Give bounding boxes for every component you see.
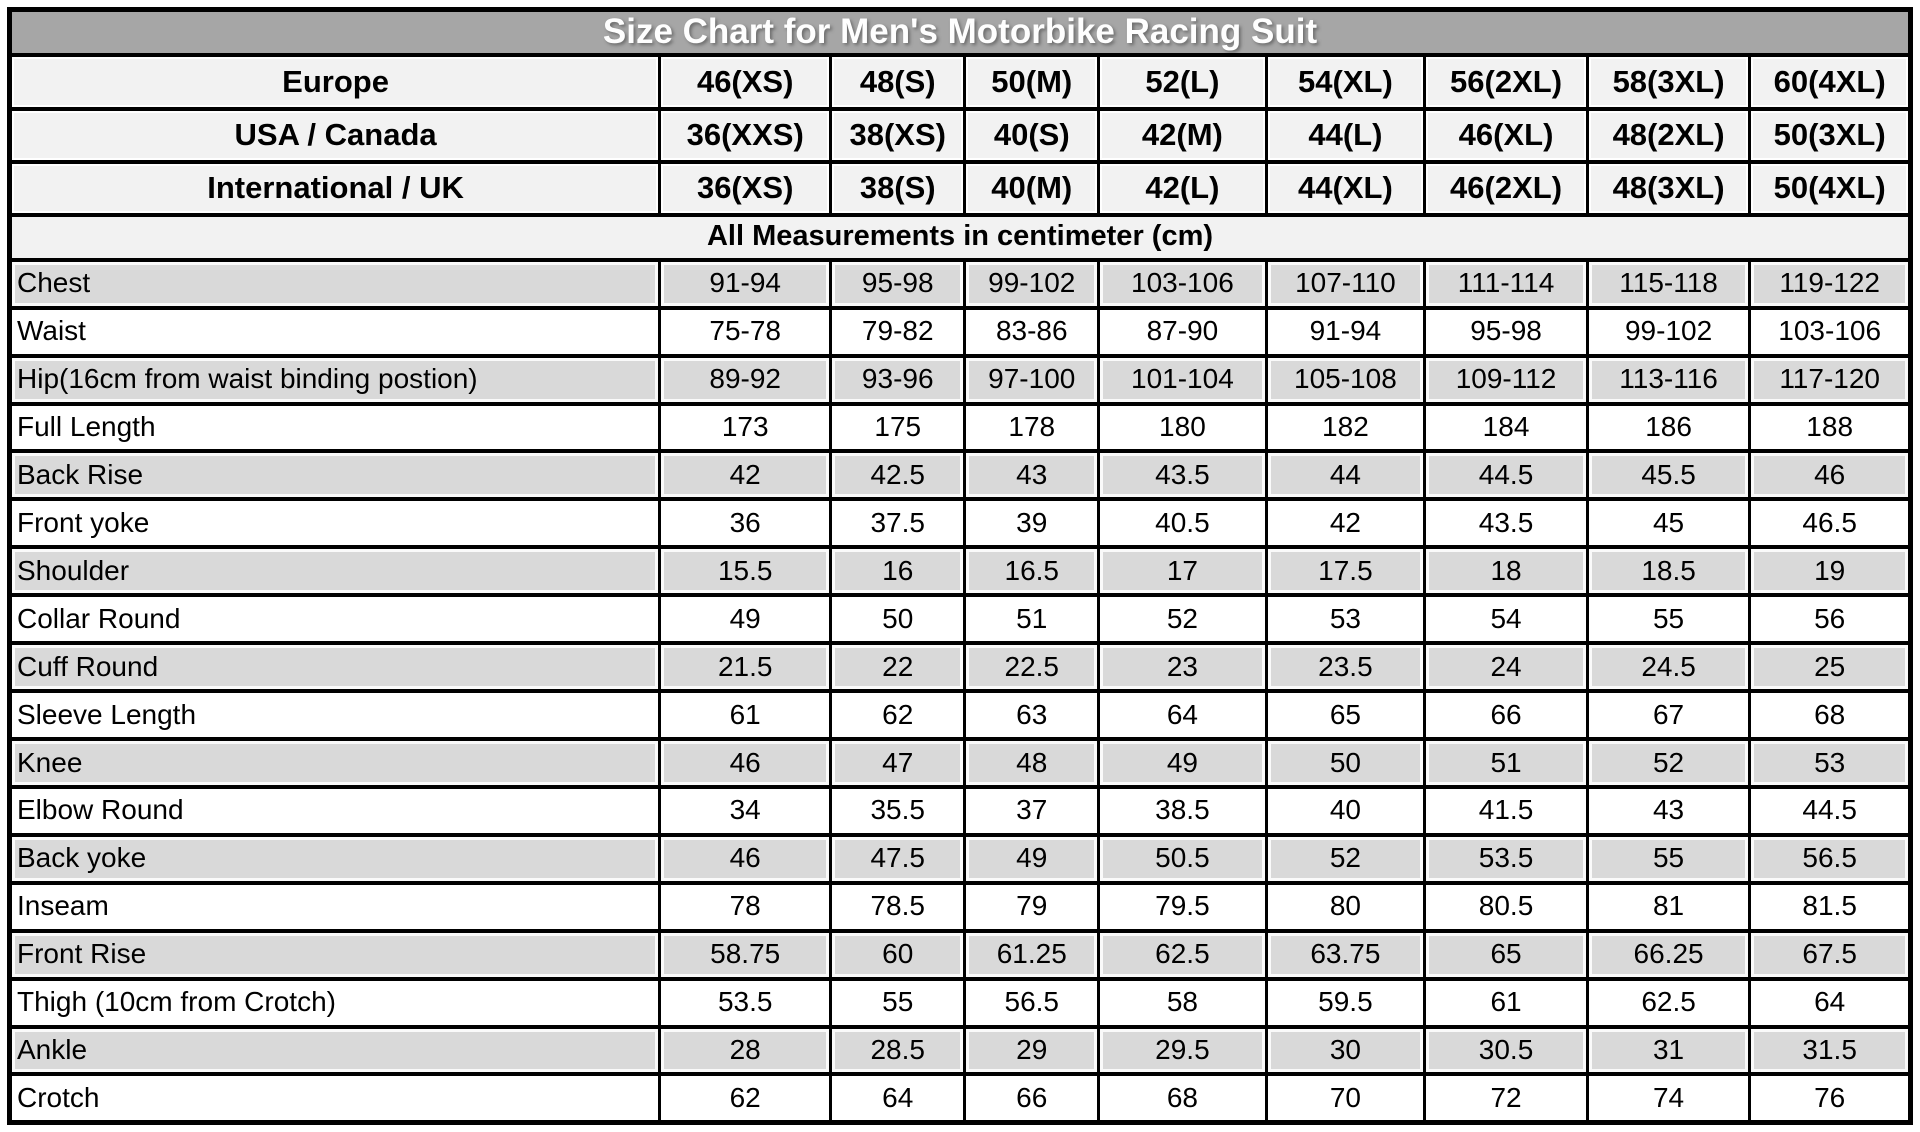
value-cell: 62 xyxy=(831,691,965,739)
value-cell: 178 xyxy=(965,404,1099,452)
value-cell: 35.5 xyxy=(831,787,965,835)
value-cell: 61 xyxy=(1425,979,1588,1027)
value-cell: 63.75 xyxy=(1266,931,1425,979)
value-cell: 68 xyxy=(1750,691,1911,739)
value-cell: 50(M) xyxy=(965,55,1099,108)
value-cell: 186 xyxy=(1587,404,1750,452)
size-chart-table xyxy=(7,7,1913,1125)
value-cell: 23.5 xyxy=(1266,643,1425,691)
row-label: Elbow Round xyxy=(10,787,660,835)
measurement-row xyxy=(10,451,1911,499)
value-cell: 31.5 xyxy=(1750,1027,1911,1075)
value-cell: 68 xyxy=(1099,1074,1266,1122)
value-cell: 40(M) xyxy=(965,162,1099,215)
value-cell: 40 xyxy=(1266,787,1425,835)
row-label: Front Rise xyxy=(10,931,660,979)
value-cell: 91-94 xyxy=(1266,308,1425,356)
measurement-row xyxy=(10,547,1911,595)
value-cell: 46(2XL) xyxy=(1425,162,1588,215)
value-cell: 16.5 xyxy=(965,547,1099,595)
value-cell: 18 xyxy=(1425,547,1588,595)
value-cell: 40.5 xyxy=(1099,499,1266,547)
value-cell: 42(M) xyxy=(1099,109,1266,162)
value-cell: 51 xyxy=(1425,739,1588,787)
value-cell: 80 xyxy=(1266,883,1425,931)
value-cell: 30.5 xyxy=(1425,1027,1588,1075)
value-cell: 55 xyxy=(1587,835,1750,883)
value-cell: 49 xyxy=(660,595,831,643)
value-cell: 79.5 xyxy=(1099,883,1266,931)
value-cell: 46 xyxy=(1750,451,1911,499)
value-cell: 42(L) xyxy=(1099,162,1266,215)
row-label: Back Rise xyxy=(10,451,660,499)
value-cell: 30 xyxy=(1266,1027,1425,1075)
value-cell: 76 xyxy=(1750,1074,1911,1122)
value-cell: 50 xyxy=(1266,739,1425,787)
value-cell: 101-104 xyxy=(1099,356,1266,404)
row-label: Back yoke xyxy=(10,835,660,883)
value-cell: 107-110 xyxy=(1266,260,1425,308)
value-cell: 67.5 xyxy=(1750,931,1911,979)
value-cell: 66.25 xyxy=(1587,931,1750,979)
value-cell: 66 xyxy=(965,1074,1099,1122)
value-cell: 31 xyxy=(1587,1027,1750,1075)
value-cell: 97-100 xyxy=(965,356,1099,404)
value-cell: 48(2XL) xyxy=(1587,109,1750,162)
value-cell: 53.5 xyxy=(1425,835,1588,883)
value-cell: 56(2XL) xyxy=(1425,55,1588,108)
value-cell: 99-102 xyxy=(965,260,1099,308)
value-cell: 46(XS) xyxy=(660,55,831,108)
value-cell: 111-114 xyxy=(1425,260,1588,308)
size-header-row xyxy=(10,162,1911,215)
value-cell: 58 xyxy=(1099,979,1266,1027)
value-cell: 53.5 xyxy=(660,979,831,1027)
row-label: Cuff Round xyxy=(10,643,660,691)
value-cell: 39 xyxy=(965,499,1099,547)
value-cell: 72 xyxy=(1425,1074,1588,1122)
value-cell: 64 xyxy=(1750,979,1911,1027)
value-cell: 54 xyxy=(1425,595,1588,643)
value-cell: 103-106 xyxy=(1750,308,1911,356)
row-label: Full Length xyxy=(10,404,660,452)
value-cell: 44(XL) xyxy=(1266,162,1425,215)
value-cell: 37 xyxy=(965,787,1099,835)
value-cell: 115-118 xyxy=(1587,260,1750,308)
value-cell: 91-94 xyxy=(660,260,831,308)
row-label: Europe xyxy=(10,55,660,108)
value-cell: 63 xyxy=(965,691,1099,739)
row-label: Collar Round xyxy=(10,595,660,643)
value-cell: 79 xyxy=(965,883,1099,931)
value-cell: 24 xyxy=(1425,643,1588,691)
value-cell: 44(L) xyxy=(1266,109,1425,162)
value-cell: 75-78 xyxy=(660,308,831,356)
size-header-row xyxy=(10,109,1911,162)
row-label: Thigh (10cm from Crotch) xyxy=(10,979,660,1027)
row-label: Front yoke xyxy=(10,499,660,547)
value-cell: 81.5 xyxy=(1750,883,1911,931)
value-cell: 29 xyxy=(965,1027,1099,1075)
value-cell: 28.5 xyxy=(831,1027,965,1075)
value-cell: 78 xyxy=(660,883,831,931)
value-cell: 60 xyxy=(831,931,965,979)
row-label: Waist xyxy=(10,308,660,356)
value-cell: 42.5 xyxy=(831,451,965,499)
value-cell: 52 xyxy=(1266,835,1425,883)
measurement-row xyxy=(10,787,1911,835)
value-cell: 87-90 xyxy=(1099,308,1266,356)
value-cell: 60(4XL) xyxy=(1750,55,1911,108)
measurement-row xyxy=(10,931,1911,979)
value-cell: 173 xyxy=(660,404,831,452)
value-cell: 53 xyxy=(1750,739,1911,787)
value-cell: 70 xyxy=(1266,1074,1425,1122)
value-cell: 58(3XL) xyxy=(1587,55,1750,108)
value-cell: 43.5 xyxy=(1099,451,1266,499)
value-cell: 184 xyxy=(1425,404,1588,452)
value-cell: 99-102 xyxy=(1587,308,1750,356)
value-cell: 41.5 xyxy=(1425,787,1588,835)
value-cell: 51 xyxy=(965,595,1099,643)
value-cell: 89-92 xyxy=(660,356,831,404)
value-cell: 59.5 xyxy=(1266,979,1425,1027)
value-cell: 24.5 xyxy=(1587,643,1750,691)
page-title: Size Chart for Men's Motorbike Racing Suit xyxy=(10,10,1911,56)
value-cell: 52 xyxy=(1587,739,1750,787)
value-cell: 29.5 xyxy=(1099,1027,1266,1075)
value-cell: 47.5 xyxy=(831,835,965,883)
measurement-row xyxy=(10,1074,1911,1122)
value-cell: 36 xyxy=(660,499,831,547)
value-cell: 65 xyxy=(1425,931,1588,979)
value-cell: 52(L) xyxy=(1099,55,1266,108)
value-cell: 55 xyxy=(831,979,965,1027)
measurement-row xyxy=(10,739,1911,787)
value-cell: 64 xyxy=(831,1074,965,1122)
row-label: Ankle xyxy=(10,1027,660,1075)
value-cell: 188 xyxy=(1750,404,1911,452)
measurement-row xyxy=(10,691,1911,739)
value-cell: 44.5 xyxy=(1750,787,1911,835)
measurement-row xyxy=(10,356,1911,404)
value-cell: 50(4XL) xyxy=(1750,162,1911,215)
value-cell: 38(S) xyxy=(831,162,965,215)
row-label: Shoulder xyxy=(10,547,660,595)
value-cell: 64 xyxy=(1099,691,1266,739)
value-cell: 56 xyxy=(1750,595,1911,643)
value-cell: 53 xyxy=(1266,595,1425,643)
value-cell: 46(XL) xyxy=(1425,109,1588,162)
value-cell: 42 xyxy=(1266,499,1425,547)
value-cell: 36(XS) xyxy=(660,162,831,215)
value-cell: 45.5 xyxy=(1587,451,1750,499)
measurement-row xyxy=(10,595,1911,643)
value-cell: 54(XL) xyxy=(1266,55,1425,108)
value-cell: 81 xyxy=(1587,883,1750,931)
measurement-row xyxy=(10,979,1911,1027)
row-label: Sleeve Length xyxy=(10,691,660,739)
value-cell: 50(3XL) xyxy=(1750,109,1911,162)
value-cell: 34 xyxy=(660,787,831,835)
value-cell: 74 xyxy=(1587,1074,1750,1122)
value-cell: 21.5 xyxy=(660,643,831,691)
value-cell: 67 xyxy=(1587,691,1750,739)
value-cell: 79-82 xyxy=(831,308,965,356)
value-cell: 47 xyxy=(831,739,965,787)
value-cell: 42 xyxy=(660,451,831,499)
value-cell: 44 xyxy=(1266,451,1425,499)
value-cell: 46.5 xyxy=(1750,499,1911,547)
value-cell: 49 xyxy=(965,835,1099,883)
row-label: Knee xyxy=(10,739,660,787)
value-cell: 180 xyxy=(1099,404,1266,452)
value-cell: 45 xyxy=(1587,499,1750,547)
measurement-row xyxy=(10,260,1911,308)
value-cell: 62 xyxy=(660,1074,831,1122)
value-cell: 48(S) xyxy=(831,55,965,108)
row-label: Crotch xyxy=(10,1074,660,1122)
value-cell: 16 xyxy=(831,547,965,595)
value-cell: 17 xyxy=(1099,547,1266,595)
value-cell: 175 xyxy=(831,404,965,452)
row-label: International / UK xyxy=(10,162,660,215)
value-cell: 109-112 xyxy=(1425,356,1588,404)
value-cell: 23 xyxy=(1099,643,1266,691)
value-cell: 95-98 xyxy=(1425,308,1588,356)
value-cell: 80.5 xyxy=(1425,883,1588,931)
value-cell: 44.5 xyxy=(1425,451,1588,499)
value-cell: 50 xyxy=(831,595,965,643)
value-cell: 38.5 xyxy=(1099,787,1266,835)
value-cell: 22 xyxy=(831,643,965,691)
value-cell: 105-108 xyxy=(1266,356,1425,404)
measurement-row xyxy=(10,643,1911,691)
measurement-row xyxy=(10,404,1911,452)
value-cell: 40(S) xyxy=(965,109,1099,162)
value-cell: 62.5 xyxy=(1099,931,1266,979)
value-cell: 62.5 xyxy=(1587,979,1750,1027)
value-cell: 61 xyxy=(660,691,831,739)
measurement-row xyxy=(10,308,1911,356)
measurement-row xyxy=(10,883,1911,931)
value-cell: 103-106 xyxy=(1099,260,1266,308)
measurement-row xyxy=(10,835,1911,883)
value-cell: 49 xyxy=(1099,739,1266,787)
value-cell: 93-96 xyxy=(831,356,965,404)
value-cell: 43 xyxy=(1587,787,1750,835)
row-label: Inseam xyxy=(10,883,660,931)
value-cell: 113-116 xyxy=(1587,356,1750,404)
value-cell: 48 xyxy=(965,739,1099,787)
value-cell: 25 xyxy=(1750,643,1911,691)
measurement-row xyxy=(10,499,1911,547)
value-cell: 78.5 xyxy=(831,883,965,931)
value-cell: 66 xyxy=(1425,691,1588,739)
row-label: USA / Canada xyxy=(10,109,660,162)
value-cell: 83-86 xyxy=(965,308,1099,356)
value-cell: 56.5 xyxy=(965,979,1099,1027)
units-note: All Measurements in centimeter (cm) xyxy=(10,215,1911,260)
title-row xyxy=(10,10,1911,56)
value-cell: 48(3XL) xyxy=(1587,162,1750,215)
value-cell: 50.5 xyxy=(1099,835,1266,883)
value-cell: 22.5 xyxy=(965,643,1099,691)
value-cell: 38(XS) xyxy=(831,109,965,162)
value-cell: 28 xyxy=(660,1027,831,1075)
value-cell: 58.75 xyxy=(660,931,831,979)
value-cell: 56.5 xyxy=(1750,835,1911,883)
value-cell: 18.5 xyxy=(1587,547,1750,595)
size-header-row xyxy=(10,55,1911,108)
value-cell: 65 xyxy=(1266,691,1425,739)
value-cell: 46 xyxy=(660,835,831,883)
value-cell: 17.5 xyxy=(1266,547,1425,595)
value-cell: 15.5 xyxy=(660,547,831,595)
value-cell: 95-98 xyxy=(831,260,965,308)
units-row xyxy=(10,215,1911,260)
value-cell: 43.5 xyxy=(1425,499,1588,547)
value-cell: 46 xyxy=(660,739,831,787)
value-cell: 36(XXS) xyxy=(660,109,831,162)
measurement-row xyxy=(10,1027,1911,1075)
value-cell: 37.5 xyxy=(831,499,965,547)
value-cell: 119-122 xyxy=(1750,260,1911,308)
value-cell: 61.25 xyxy=(965,931,1099,979)
value-cell: 55 xyxy=(1587,595,1750,643)
value-cell: 117-120 xyxy=(1750,356,1911,404)
value-cell: 19 xyxy=(1750,547,1911,595)
row-label: Chest xyxy=(10,260,660,308)
value-cell: 182 xyxy=(1266,404,1425,452)
value-cell: 52 xyxy=(1099,595,1266,643)
value-cell: 43 xyxy=(965,451,1099,499)
row-label: Hip(16cm from waist binding postion) xyxy=(10,356,660,404)
